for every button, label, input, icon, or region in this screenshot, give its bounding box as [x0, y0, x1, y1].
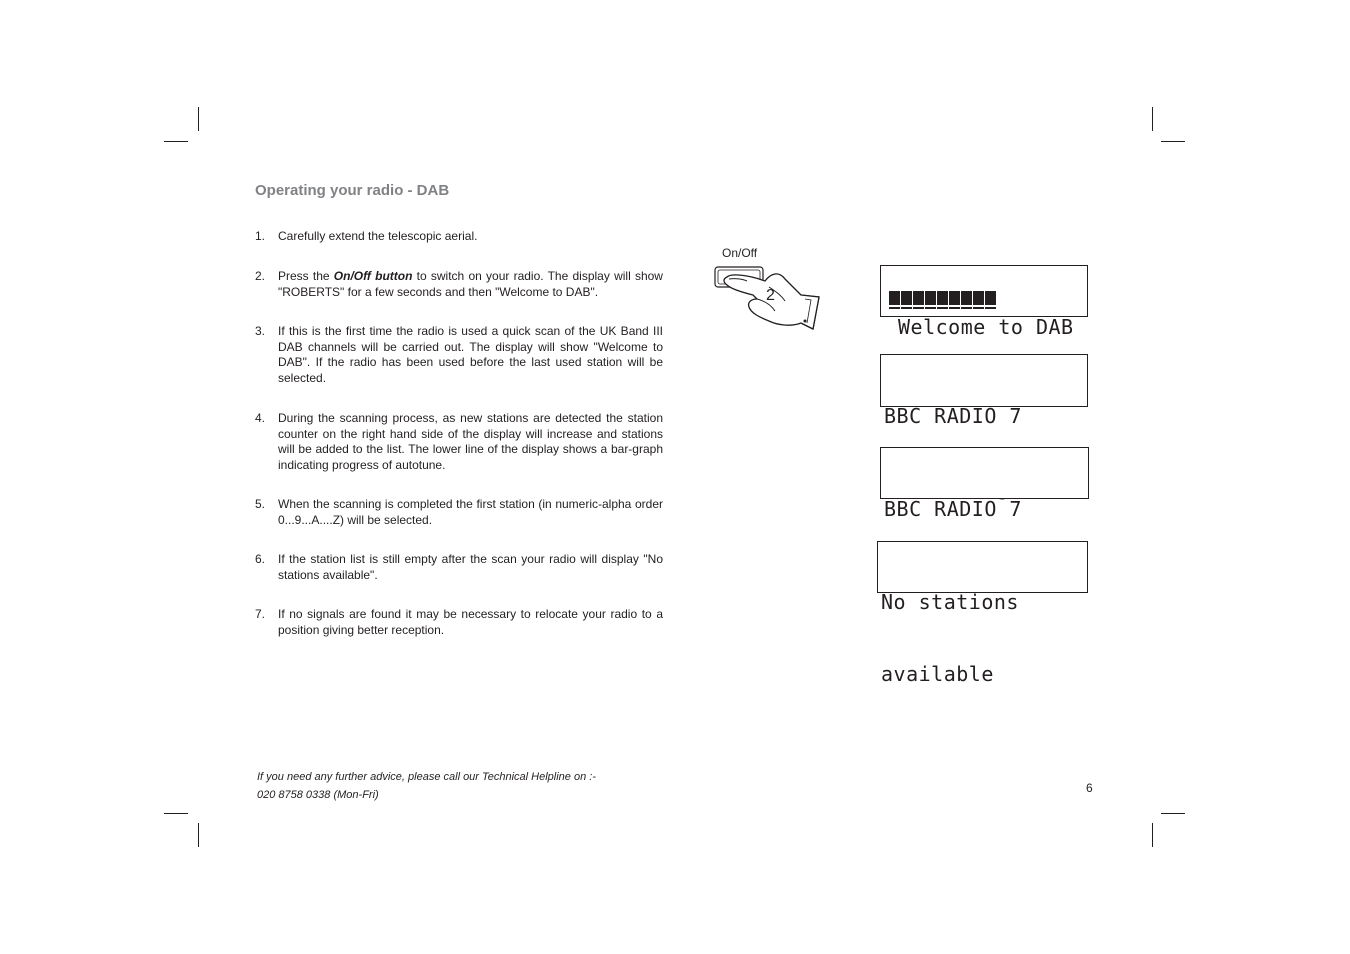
page-number: 6 — [1086, 781, 1093, 795]
step-number: 4. — [255, 411, 266, 425]
step-number: 6. — [255, 552, 266, 566]
progress-segment — [901, 291, 912, 309]
instruction-step — [255, 324, 663, 386]
progress-segment — [937, 291, 948, 309]
step-text: When the scanning is completed the first station (in numeric-alpha order 0...9...A....Z) will be selected. — [278, 497, 663, 527]
instruction-step — [255, 497, 663, 528]
step-text — [278, 269, 663, 300]
crop-mark — [1152, 823, 1153, 847]
lcd-display-no-stations — [877, 541, 1088, 686]
crop-mark — [1161, 813, 1185, 814]
progress-segment — [913, 291, 924, 309]
on-off-label: On/Off — [722, 246, 758, 260]
lcd-display-tuning — [880, 354, 1088, 428]
step-text-pre: Press the — [278, 269, 334, 283]
progress-segment — [889, 291, 900, 309]
crop-mark — [198, 107, 199, 131]
lcd-line: BBC RADIO 7 — [884, 497, 1022, 521]
step-text: If the station list is still empty after the scan your radio will display "No stations available". — [278, 552, 663, 582]
progress-segment — [925, 291, 936, 309]
instruction-step — [255, 269, 663, 300]
crop-mark — [1161, 141, 1185, 142]
helpline-text: If you need any further advice, please call our Technical Helpline on :- — [257, 771, 596, 783]
crop-mark — [198, 823, 199, 847]
instruction-step — [255, 552, 663, 583]
instruction-step — [255, 411, 663, 473]
helpline-footer — [257, 768, 596, 804]
step-text: If this is the first time the radio is used a quick scan of the UK Band III DAB channels will be carried out. The display will show "Welcome to DAB". If the radio has been used before the last used station will be selected. — [278, 324, 663, 385]
lcd-display-sorry — [880, 447, 1089, 521]
crop-mark — [1152, 107, 1153, 131]
step-text-post: to switch on your radio. The display will show "ROBERTS" for a few seconds and then "Welcome to DAB". — [278, 269, 663, 299]
lcd-line: No stations — [881, 590, 1019, 614]
instruction-step — [255, 607, 663, 638]
crop-mark — [164, 141, 188, 142]
button-number: 2 — [766, 287, 775, 304]
step-number: 1. — [255, 229, 266, 243]
lcd-line: BBC RADIO 7 — [884, 404, 1022, 428]
progress-bargraph — [889, 291, 996, 309]
on-off-button-ref: On/Off button — [333, 269, 413, 283]
progress-segment — [973, 291, 984, 309]
step-number: 5. — [255, 497, 266, 511]
crop-mark — [164, 813, 188, 814]
step-text: During the scanning process, as new stations are detected the station counter on the right hand side of the display will increase and stations will be added to the list. The lower line of the display shows a bar-graph indicating progress of autotune. — [278, 411, 663, 472]
step-text: Carefully extend the telescopic aerial. — [278, 229, 478, 243]
progress-segment — [949, 291, 960, 309]
step-number: 2. — [255, 269, 266, 283]
step-number: 3. — [255, 324, 266, 338]
progress-segment — [985, 291, 996, 309]
helpline-number: 020 8758 0338 (Mon-Fri) — [257, 789, 379, 801]
step-number: 7. — [255, 607, 266, 621]
lcd-line: Welcome to DAB — [898, 315, 1074, 339]
instruction-step — [255, 229, 663, 245]
step-text: If no signals are found it may be necessary to relocate your radio to a position giving better reception. — [278, 607, 663, 637]
page-title: Operating your radio - DAB — [255, 182, 450, 199]
progress-segment — [961, 291, 972, 309]
lcd-line: available — [881, 662, 994, 686]
